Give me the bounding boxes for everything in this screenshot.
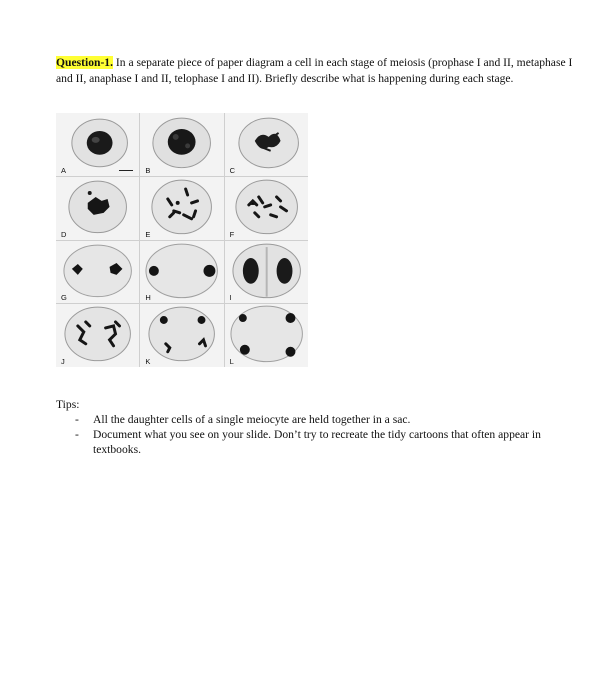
micrograph-b-image bbox=[140, 113, 223, 176]
bullet-dash: - bbox=[75, 413, 79, 426]
panel-label-l: L bbox=[229, 357, 234, 366]
micrograph-d-image bbox=[56, 177, 139, 240]
tip-text: Document what you see on your slide. Don’t try to recreate the tidy cartoons that often appear in textbooks. bbox=[93, 428, 541, 456]
micrograph-panel-c bbox=[225, 113, 308, 176]
question-text: In a separate piece of paper diagram a cell in each stage of meiosis (prophase I and II, metaphase I and II, anaphase I and II, telophase I and II). Briefly describe what is happening during each stage. bbox=[56, 56, 573, 85]
panel-label-a: A bbox=[61, 165, 67, 175]
micrograph-panel-i bbox=[225, 241, 308, 304]
micrograph-g-image bbox=[56, 241, 139, 304]
tips-title: Tips: bbox=[56, 398, 80, 411]
micrograph-panel-h bbox=[140, 241, 223, 304]
panel-label-e: E bbox=[145, 229, 151, 239]
micrograph-k-image bbox=[140, 304, 223, 367]
panel-label-h: H bbox=[145, 293, 151, 303]
micrograph-panel-l bbox=[225, 304, 308, 367]
scale-bar bbox=[119, 170, 133, 171]
micrograph-e-image bbox=[140, 177, 223, 240]
meiosis-micrograph-grid bbox=[56, 113, 308, 367]
question-paragraph bbox=[56, 55, 582, 86]
panel-label-f: F bbox=[229, 229, 235, 239]
tips-list bbox=[75, 412, 583, 457]
micrograph-panel-f bbox=[225, 177, 308, 240]
micrograph-h-image bbox=[140, 241, 223, 304]
panel-label-c: C bbox=[229, 165, 236, 175]
micrograph-l-image bbox=[225, 304, 308, 367]
panel-label-k: K bbox=[145, 357, 151, 366]
micrograph-a-image bbox=[56, 113, 139, 176]
tip-text: All the daughter cells of a single meiocyte are held together in a sac. bbox=[93, 413, 411, 426]
question-label: Question-1. bbox=[56, 56, 114, 69]
tip-item bbox=[75, 427, 583, 457]
micrograph-panel-g bbox=[56, 241, 139, 304]
panel-label-j: J bbox=[61, 357, 65, 366]
micrograph-f-image bbox=[225, 177, 308, 240]
panel-label-i: I bbox=[229, 293, 232, 303]
micrograph-j-image bbox=[56, 304, 139, 367]
panel-label-b: B bbox=[145, 165, 151, 175]
bullet-dash: - bbox=[75, 428, 79, 441]
tip-item bbox=[75, 412, 583, 427]
micrograph-panel-e bbox=[140, 177, 223, 240]
micrograph-panel-j bbox=[56, 304, 139, 367]
micrograph-i-image bbox=[225, 241, 308, 304]
micrograph-panel-a bbox=[56, 113, 139, 176]
micrograph-c-image bbox=[225, 113, 308, 176]
micrograph-panel-b bbox=[140, 113, 223, 176]
panel-label-g: G bbox=[61, 293, 67, 303]
micrograph-panel-d bbox=[56, 177, 139, 240]
panel-label-d: D bbox=[61, 229, 67, 239]
micrograph-panel-k bbox=[140, 304, 223, 367]
